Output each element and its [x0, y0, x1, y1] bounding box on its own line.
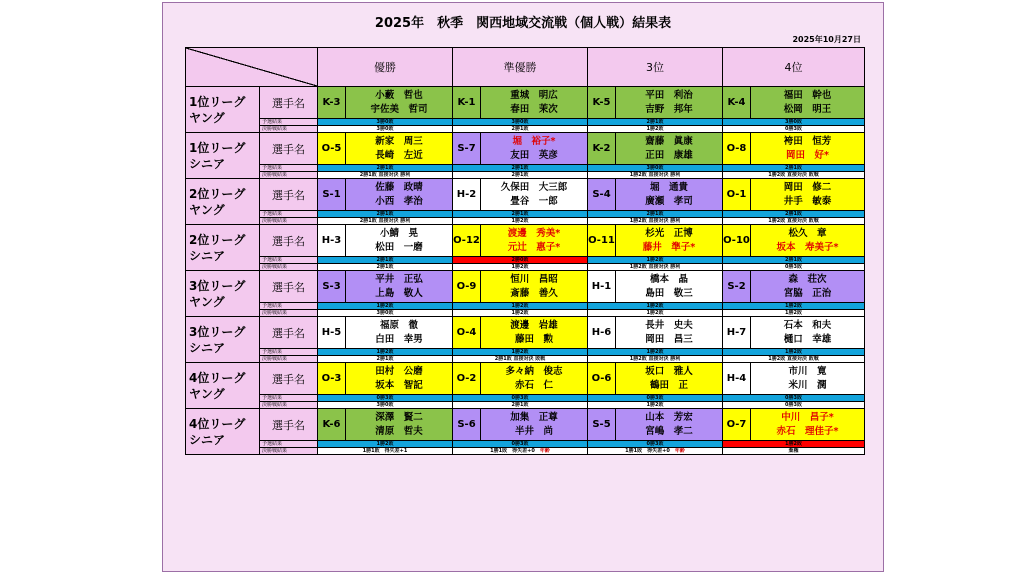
team-players: [481, 271, 588, 303]
preliminary-result: 2勝1敗: [588, 211, 723, 218]
final-result: [588, 448, 723, 455]
header-row: [186, 48, 865, 87]
player-name: 市川 寛: [788, 365, 827, 377]
player-name: 島田 敬三: [645, 287, 693, 299]
final-result-text: 1勝2敗 直接対決 勝利: [629, 356, 681, 362]
preliminary-result: 3勝0敗: [453, 119, 588, 126]
final-result-text: 0勝3敗: [785, 402, 802, 408]
results-table: [185, 47, 865, 455]
preliminary-result: 0勝3敗: [318, 395, 453, 402]
header-corner-cell: [186, 48, 318, 87]
player-name: 森 荘次: [788, 273, 827, 285]
final-result-text: 3勝0敗: [376, 310, 394, 316]
final-result: [723, 448, 865, 455]
final-result: [318, 172, 453, 179]
preliminary-result-row: [186, 165, 865, 172]
player-name: 福原 徹: [379, 319, 418, 331]
final-result-text: 2勝1敗: [376, 356, 394, 362]
team-code: O-8: [723, 133, 751, 165]
league-row-3-senior: [186, 317, 865, 349]
player-name: 坂本 智記: [375, 379, 423, 391]
final-result: [723, 126, 865, 133]
final-result-text: 0勝3敗: [785, 264, 802, 270]
player-label: 選手名: [260, 225, 318, 257]
preliminary-result: 1勝2敗: [723, 349, 865, 356]
final-result: [588, 356, 723, 363]
preliminary-result-label: 予選結果: [260, 211, 318, 218]
final-result-text: 1勝2敗: [785, 310, 802, 316]
team-players: [616, 133, 723, 165]
player-name: 米川 潤: [788, 379, 827, 391]
results-sheet: [162, 2, 884, 572]
team-code: K-4: [723, 87, 751, 119]
preliminary-result: 0勝3敗: [588, 441, 723, 448]
league-row-4-senior: [186, 409, 865, 441]
league-name-4-young: 4位リーグ ヤング: [186, 363, 260, 409]
final-result: [453, 448, 588, 455]
player-name: 宮脇 正治: [783, 287, 832, 299]
final-result-text: 2勝1敗: [511, 402, 529, 408]
player-label: 選手名: [260, 133, 318, 165]
final-result-text: 年齢: [674, 448, 685, 454]
player-name: 正田 康雄: [645, 149, 693, 161]
team-code: O-3: [318, 363, 346, 395]
preliminary-result-row: [186, 441, 865, 448]
final-result-text: 2勝1敗: [376, 264, 394, 270]
final-result-text: 2勝1敗 直接対決 勝利: [359, 218, 411, 224]
player-name: 岡田 修二: [783, 181, 832, 193]
player-name: 杉光 正博: [645, 227, 693, 239]
player-name: 松岡 明王: [783, 103, 832, 115]
player-name: 赤石 仁: [514, 379, 553, 391]
team-players: [751, 87, 865, 119]
player-name: 多々納 俊志: [505, 365, 563, 377]
player-name: 平井 正弘: [375, 273, 423, 285]
player-name: 小藪 哲也: [375, 89, 423, 101]
team-players: [751, 225, 865, 257]
final-result: [453, 356, 588, 363]
team-code: O-10: [723, 225, 751, 257]
team-code: H-2: [453, 179, 481, 211]
preliminary-result: 1勝2敗: [453, 349, 588, 356]
preliminary-result: 1勝2敗: [588, 303, 723, 310]
player-name: 友田 英彦: [510, 149, 558, 161]
player-name: 井手 敏泰: [783, 195, 832, 207]
final-result-text: 3勝0敗: [376, 402, 394, 408]
player-name: 半井 尚: [514, 425, 553, 437]
team-code: S-4: [588, 179, 616, 211]
team-players: [751, 271, 865, 303]
player-name: 久保田 大三郎: [500, 181, 568, 193]
player-name: 深澤 賢二: [375, 411, 423, 423]
team-players: [481, 409, 588, 441]
team-code: O-5: [318, 133, 346, 165]
final-result: [318, 448, 453, 455]
final-result-row: [186, 402, 865, 409]
player-name: 長崎 左近: [375, 149, 423, 161]
team-players: [751, 133, 865, 165]
player-name: 平田 利治: [645, 89, 693, 101]
team-code: O-7: [723, 409, 751, 441]
preliminary-result: 2勝1敗: [318, 165, 453, 172]
team-code: S-6: [453, 409, 481, 441]
player-label: 選手名: [260, 179, 318, 211]
player-name: 堀 通貴: [649, 181, 688, 193]
final-result-text: 1勝2敗: [511, 218, 529, 224]
final-result-text: 0勝3敗: [785, 126, 802, 132]
team-players: [481, 225, 588, 257]
preliminary-result: 2勝1敗: [318, 257, 453, 264]
player-name: 堀 裕子*: [512, 135, 556, 147]
preliminary-result: 2勝1敗: [723, 165, 865, 172]
player-name: 岡田 好*: [786, 149, 829, 161]
final-result: [588, 172, 723, 179]
preliminary-result: 3勝0敗: [318, 119, 453, 126]
team-players: [751, 179, 865, 211]
final-result-text: 1勝2敗: [646, 310, 664, 316]
preliminary-result-label: 予選結果: [260, 165, 318, 172]
player-name: 元辻 惠子*: [507, 241, 561, 253]
league-name-1-young: 1位リーグ ヤング: [186, 87, 260, 133]
header-place-3: 3位: [588, 48, 723, 87]
final-result-text: 1勝2敗 直接対決 勝利: [629, 264, 681, 270]
team-players: [346, 317, 453, 349]
final-result: [588, 218, 723, 225]
team-code: S-1: [318, 179, 346, 211]
final-result-text: 1勝2敗: [646, 126, 664, 132]
team-code: O-6: [588, 363, 616, 395]
team-players: [616, 317, 723, 349]
final-result-text: 1勝2敗 直接対決 勝利: [629, 218, 681, 224]
final-result: [318, 402, 453, 409]
preliminary-result: 1勝2敗: [588, 349, 723, 356]
player-name: 齋藤 眞康: [645, 135, 693, 147]
team-code: S-3: [318, 271, 346, 303]
final-result-text: 2勝1敗 直接対決 敗戦: [494, 356, 546, 362]
preliminary-result: 2勝1敗: [588, 119, 723, 126]
final-result-text: 1勝2敗 直接対決 敗戦: [768, 172, 819, 178]
final-result: [723, 264, 865, 271]
player-name: 渡邊 岩雄: [510, 319, 558, 331]
player-label: 選手名: [260, 87, 318, 119]
player-label: 選手名: [260, 409, 318, 441]
team-code: H-6: [588, 317, 616, 349]
team-code: K-2: [588, 133, 616, 165]
team-code: H-7: [723, 317, 751, 349]
league-name-3-senior: 3位リーグ シニア: [186, 317, 260, 363]
player-name: 松田 一磨: [375, 241, 423, 253]
team-players: [481, 363, 588, 395]
team-code: O-11: [588, 225, 616, 257]
league-row-1-senior: [186, 133, 865, 165]
final-result: [453, 172, 588, 179]
preliminary-result-row: [186, 303, 865, 310]
final-result-label: 決勝戦結果: [260, 310, 318, 317]
final-result-text: 1勝1敗 得失差+1: [362, 448, 408, 454]
player-name: 山本 芳宏: [645, 411, 693, 423]
player-name: 清原 哲夫: [375, 425, 423, 437]
league-row-2-young: [186, 179, 865, 211]
league-row-4-young: [186, 363, 865, 395]
player-name: 吉野 邦年: [645, 103, 693, 115]
league-row-1-young: [186, 87, 865, 119]
team-players: [346, 87, 453, 119]
team-players: [616, 363, 723, 395]
preliminary-result: 0勝3敗: [453, 395, 588, 402]
team-code: O-4: [453, 317, 481, 349]
final-result: [453, 126, 588, 133]
team-players: [481, 133, 588, 165]
final-result: [588, 402, 723, 409]
player-name: 石本 和夫: [783, 319, 832, 331]
preliminary-result: 2勝1敗: [318, 211, 453, 218]
preliminary-result: 0勝3敗: [723, 395, 865, 402]
final-result: [723, 402, 865, 409]
player-name: 岡田 昌三: [645, 333, 693, 345]
player-name: 春田 茉次: [510, 103, 558, 115]
preliminary-result-label: 予選結果: [260, 441, 318, 448]
preliminary-result: 1勝2敗: [723, 303, 865, 310]
team-code: S-7: [453, 133, 481, 165]
preliminary-result-label: 予選結果: [260, 349, 318, 356]
player-name: 藤田 勲: [514, 333, 553, 345]
player-label: 選手名: [260, 363, 318, 395]
team-players: [481, 179, 588, 211]
player-name: 佐藤 政晴: [375, 181, 423, 193]
preliminary-result-label: 予選結果: [260, 303, 318, 310]
team-players: [616, 179, 723, 211]
final-result: [723, 356, 865, 363]
preliminary-result-row: [186, 395, 865, 402]
player-name: 斎藤 善久: [510, 287, 558, 299]
team-players: [346, 225, 453, 257]
report-date: 2025年10月27日: [792, 35, 861, 44]
league-name-3-young: 3位リーグ ヤング: [186, 271, 260, 317]
preliminary-result-row: [186, 257, 865, 264]
header-place-2: 準優勝: [453, 48, 588, 87]
player-name: 白田 幸男: [375, 333, 423, 345]
final-result-label: 決勝戦結果: [260, 264, 318, 271]
header-place-4: 4位: [723, 48, 865, 87]
preliminary-result: 3勝0敗: [723, 119, 865, 126]
preliminary-result-row: [186, 349, 865, 356]
team-code: H-4: [723, 363, 751, 395]
team-code: O-12: [453, 225, 481, 257]
league-row-3-young: [186, 271, 865, 303]
final-result-text: 1勝1敗 得失差+0: [490, 448, 540, 454]
player-name: 上島 敬人: [375, 287, 423, 299]
league-name-1-senior: 1位リーグ シニア: [186, 133, 260, 179]
preliminary-result-label: 予選結果: [260, 395, 318, 402]
preliminary-result: 1勝2敗: [723, 441, 865, 448]
team-code: S-5: [588, 409, 616, 441]
final-result: [453, 310, 588, 317]
final-result-text: 2勝1敗: [511, 172, 529, 178]
player-name: 袴田 恒芳: [783, 135, 832, 147]
final-result-text: 3勝0敗: [376, 126, 394, 132]
team-code: K-3: [318, 87, 346, 119]
preliminary-result-label: 予選結果: [260, 119, 318, 126]
final-result-row: [186, 448, 865, 455]
team-players: [346, 133, 453, 165]
team-players: [346, 363, 453, 395]
final-result-row: [186, 126, 865, 133]
final-result: [723, 172, 865, 179]
player-name: 加集 正尊: [510, 411, 558, 423]
final-result-text: 棄権: [788, 448, 799, 454]
preliminary-result: 0勝3敗: [453, 441, 588, 448]
league-row-2-senior: [186, 225, 865, 257]
final-result-label: 決勝戦結果: [260, 126, 318, 133]
preliminary-result: 0勝3敗: [588, 395, 723, 402]
final-result-text: 1勝1敗 得失差+0: [625, 448, 675, 454]
preliminary-result-label: 予選結果: [260, 257, 318, 264]
player-name: 松久 章: [788, 227, 827, 239]
preliminary-result: 3勝0敗: [588, 165, 723, 172]
final-result-row: [186, 310, 865, 317]
player-name: 小西 孝治: [375, 195, 423, 207]
team-code: H-5: [318, 317, 346, 349]
player-name: 坂口 雅人: [645, 365, 693, 377]
player-name: 小鯖 晃: [379, 227, 418, 239]
team-players: [616, 409, 723, 441]
player-name: 長井 史夫: [645, 319, 693, 331]
player-name: 渡邊 秀美*: [507, 227, 561, 239]
player-name: 樋口 幸雄: [783, 333, 832, 345]
team-players: [346, 409, 453, 441]
final-result-text: 年齢: [539, 448, 550, 454]
preliminary-result: 1勝2敗: [318, 441, 453, 448]
final-result-text: 2勝1敗: [511, 126, 529, 132]
team-players: [616, 271, 723, 303]
preliminary-result: 2勝1敗: [723, 257, 865, 264]
final-result: [318, 356, 453, 363]
final-result-text: 1勝2敗 直接対決 敗戦: [768, 356, 819, 362]
team-players: [616, 225, 723, 257]
final-result: [453, 402, 588, 409]
player-name: 廣瀬 孝司: [645, 195, 693, 207]
team-code: K-6: [318, 409, 346, 441]
final-result: [723, 218, 865, 225]
final-result: [588, 310, 723, 317]
player-name: 宇佐美 哲司: [370, 103, 428, 115]
preliminary-result: 2勝1敗: [723, 211, 865, 218]
player-label: 選手名: [260, 271, 318, 303]
team-code: K-1: [453, 87, 481, 119]
preliminary-result: 1勝2敗: [453, 303, 588, 310]
final-result-row: [186, 172, 865, 179]
final-result-text: 2勝1敗 直接対決 勝利: [359, 172, 411, 178]
final-result-text: 1勝2敗: [646, 402, 664, 408]
final-result: [318, 310, 453, 317]
final-result-text: 1勝2敗 直接対決 勝利: [629, 172, 681, 178]
team-players: [751, 317, 865, 349]
team-players: [481, 317, 588, 349]
player-name: 赤石 理佳子*: [776, 425, 839, 437]
final-result: [588, 264, 723, 271]
preliminary-result: 2勝1敗: [453, 211, 588, 218]
team-code: H-3: [318, 225, 346, 257]
final-result: [453, 264, 588, 271]
preliminary-result-row: [186, 211, 865, 218]
league-name-2-senior: 2位リーグ シニア: [186, 225, 260, 271]
preliminary-result: 1勝2敗: [318, 303, 453, 310]
final-result: [453, 218, 588, 225]
player-name: 橋本 晶: [649, 273, 688, 285]
team-players: [616, 87, 723, 119]
team-code: H-1: [588, 271, 616, 303]
player-name: 福田 幹也: [783, 89, 832, 101]
final-result-text: 1勝2敗: [511, 264, 529, 270]
results-body: [186, 87, 865, 455]
final-result-row: [186, 264, 865, 271]
final-result-label: 決勝戦結果: [260, 218, 318, 225]
final-result-text: 1勝2敗: [511, 310, 529, 316]
page-title: 2025年 秋季 関西地域交流戦（個人戦）結果表: [374, 16, 672, 31]
final-result: [723, 310, 865, 317]
final-result: [318, 264, 453, 271]
preliminary-result: 2勝1敗: [453, 165, 588, 172]
team-code: S-2: [723, 271, 751, 303]
final-result-text: 1勝2敗 直接対決 敗戦: [768, 218, 819, 224]
team-code: O-9: [453, 271, 481, 303]
player-name: 新家 周三: [375, 135, 423, 147]
player-label: 選手名: [260, 317, 318, 349]
player-name: 宮嶋 孝二: [645, 425, 693, 437]
league-name-2-young: 2位リーグ ヤング: [186, 179, 260, 225]
player-name: 藤井 準子*: [642, 241, 696, 253]
team-players: [346, 179, 453, 211]
team-players: [751, 363, 865, 395]
team-code: O-2: [453, 363, 481, 395]
team-code: K-5: [588, 87, 616, 119]
final-result-row: [186, 356, 865, 363]
player-name: 田村 公磨: [375, 365, 423, 377]
header-place-1: 優勝: [318, 48, 453, 87]
player-name: 恒川 昌昭: [510, 273, 558, 285]
preliminary-result: 2勝0敗: [453, 257, 588, 264]
final-result: [588, 126, 723, 133]
final-result-label: 決勝戦結果: [260, 448, 318, 455]
player-name: 坂本 寿美子*: [776, 241, 839, 253]
team-players: [346, 271, 453, 303]
final-result-label: 決勝戦結果: [260, 402, 318, 409]
final-result-row: [186, 218, 865, 225]
team-code: O-1: [723, 179, 751, 211]
player-name: 中川 昌子*: [781, 411, 834, 423]
preliminary-result: 1勝2敗: [588, 257, 723, 264]
final-result: [318, 126, 453, 133]
player-name: 重城 明広: [510, 89, 558, 101]
player-name: 鶴田 正: [649, 379, 688, 391]
league-name-4-senior: 4位リーグ シニア: [186, 409, 260, 455]
team-players: [751, 409, 865, 441]
player-name: 畳谷 一郎: [510, 195, 558, 207]
final-result-label: 決勝戦結果: [260, 172, 318, 179]
final-result: [318, 218, 453, 225]
preliminary-result-row: [186, 119, 865, 126]
preliminary-result: 1勝2敗: [318, 349, 453, 356]
final-result-label: 決勝戦結果: [260, 356, 318, 363]
team-players: [481, 87, 588, 119]
